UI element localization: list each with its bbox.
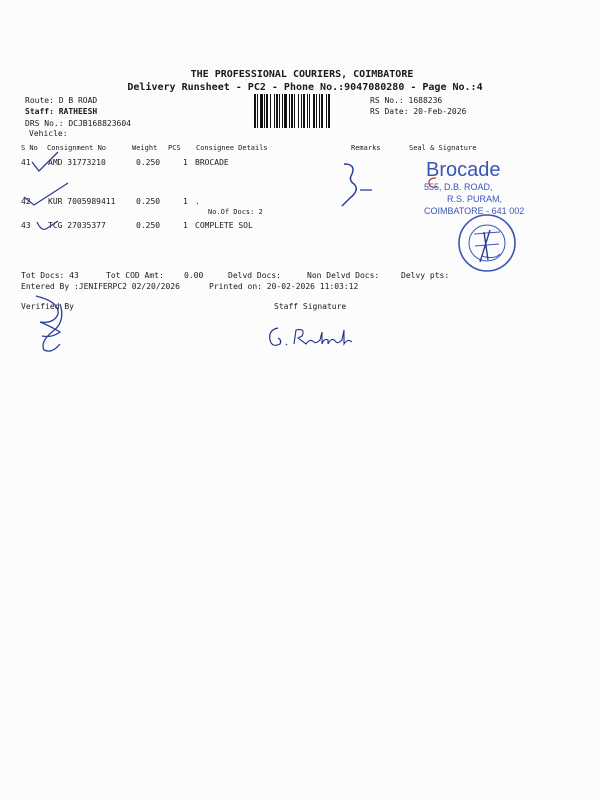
runsheet-title: Delivery Runsheet - PC2 - Phone No.:9047080280 - Page No.:4 [127,82,483,93]
col-sno: S No [21,144,38,152]
row-weight: 0.250 [136,158,161,167]
verifier-signature-icon [30,292,74,354]
stamp-address-line1: 555, D.B. ROAD, [424,182,493,192]
row-weight: 0.250 [136,197,161,206]
total-docs: Tot Docs: 43 [21,271,79,280]
rs-date: RS Date: 20-Feb-2026 [370,107,467,116]
rs-number: RS No.: 1688236 [370,96,443,105]
vehicle-label: Vehicle: [29,129,68,138]
entered-by: Entered By :JENIFERPC2 02/20/2026 [21,282,180,291]
row-pcs: 1 [183,197,188,206]
non-delivered-docs: Non Delvd Docs: [307,271,380,280]
total-cod-value: 0.00 [184,271,204,280]
row-consignment: TCG 27035377 [48,221,106,230]
delivery-points: Delvy pts: [401,271,450,280]
stamp-address-line2: R.S. PURAM, [447,194,503,204]
drs-number: DRS No.: DCJB168823604 [25,119,131,128]
stamp-address-line3: COIMBATORE - 641 002 [424,206,525,216]
staff-label: Staff: RATHEESH [25,107,98,116]
staff-signature-label: Staff Signature [274,302,347,311]
verified-by-label: Verified By [21,302,74,311]
remark-scribble-icon [338,160,384,210]
round-seal-icon [444,210,530,274]
tick-mark-icon [36,219,60,233]
staff-signature-icon [266,322,360,352]
row-consignee: . [195,197,200,206]
stamp-brand: Brocade [426,159,501,181]
col-pcs: PCS [168,144,181,152]
row-sno: 41 [21,158,31,167]
row-doc-count: No.Of Docs: 2 [208,208,263,216]
row-sno: 42 [21,197,31,206]
printed-on: Printed on: 20-02-2026 11:03:12 [209,282,359,291]
row-pcs: 1 [183,158,188,167]
company-title: THE PROFESSIONAL COURIERS, COIMBATORE [190,69,414,80]
row-sno: 43 [21,221,31,230]
row-consignee: COMPLETE SOL [195,221,253,230]
col-consignment: Consignment No [47,144,107,152]
stamp-mark-icon [426,176,440,190]
row-weight: 0.250 [136,221,161,230]
row-consignee: BROCADE [195,158,229,167]
route-label: Route: D B ROAD [25,96,98,105]
row-consignment: AMD 31773210 [48,158,106,167]
total-cod-label: Tot COD Amt: [106,271,164,280]
col-remarks: Remarks [351,144,381,152]
delivered-docs: Delvd Docs: [228,271,281,280]
col-seal: Seal & Signature [409,144,477,152]
tick-mark-icon [30,150,60,174]
row-consignment: KUR 7005989411 [48,197,116,206]
col-consignee: Consignee Details [196,144,268,152]
barcode [254,94,366,128]
row-pcs: 1 [183,221,188,230]
col-weight: Weight [132,144,158,152]
tick-mark-icon [22,181,70,207]
